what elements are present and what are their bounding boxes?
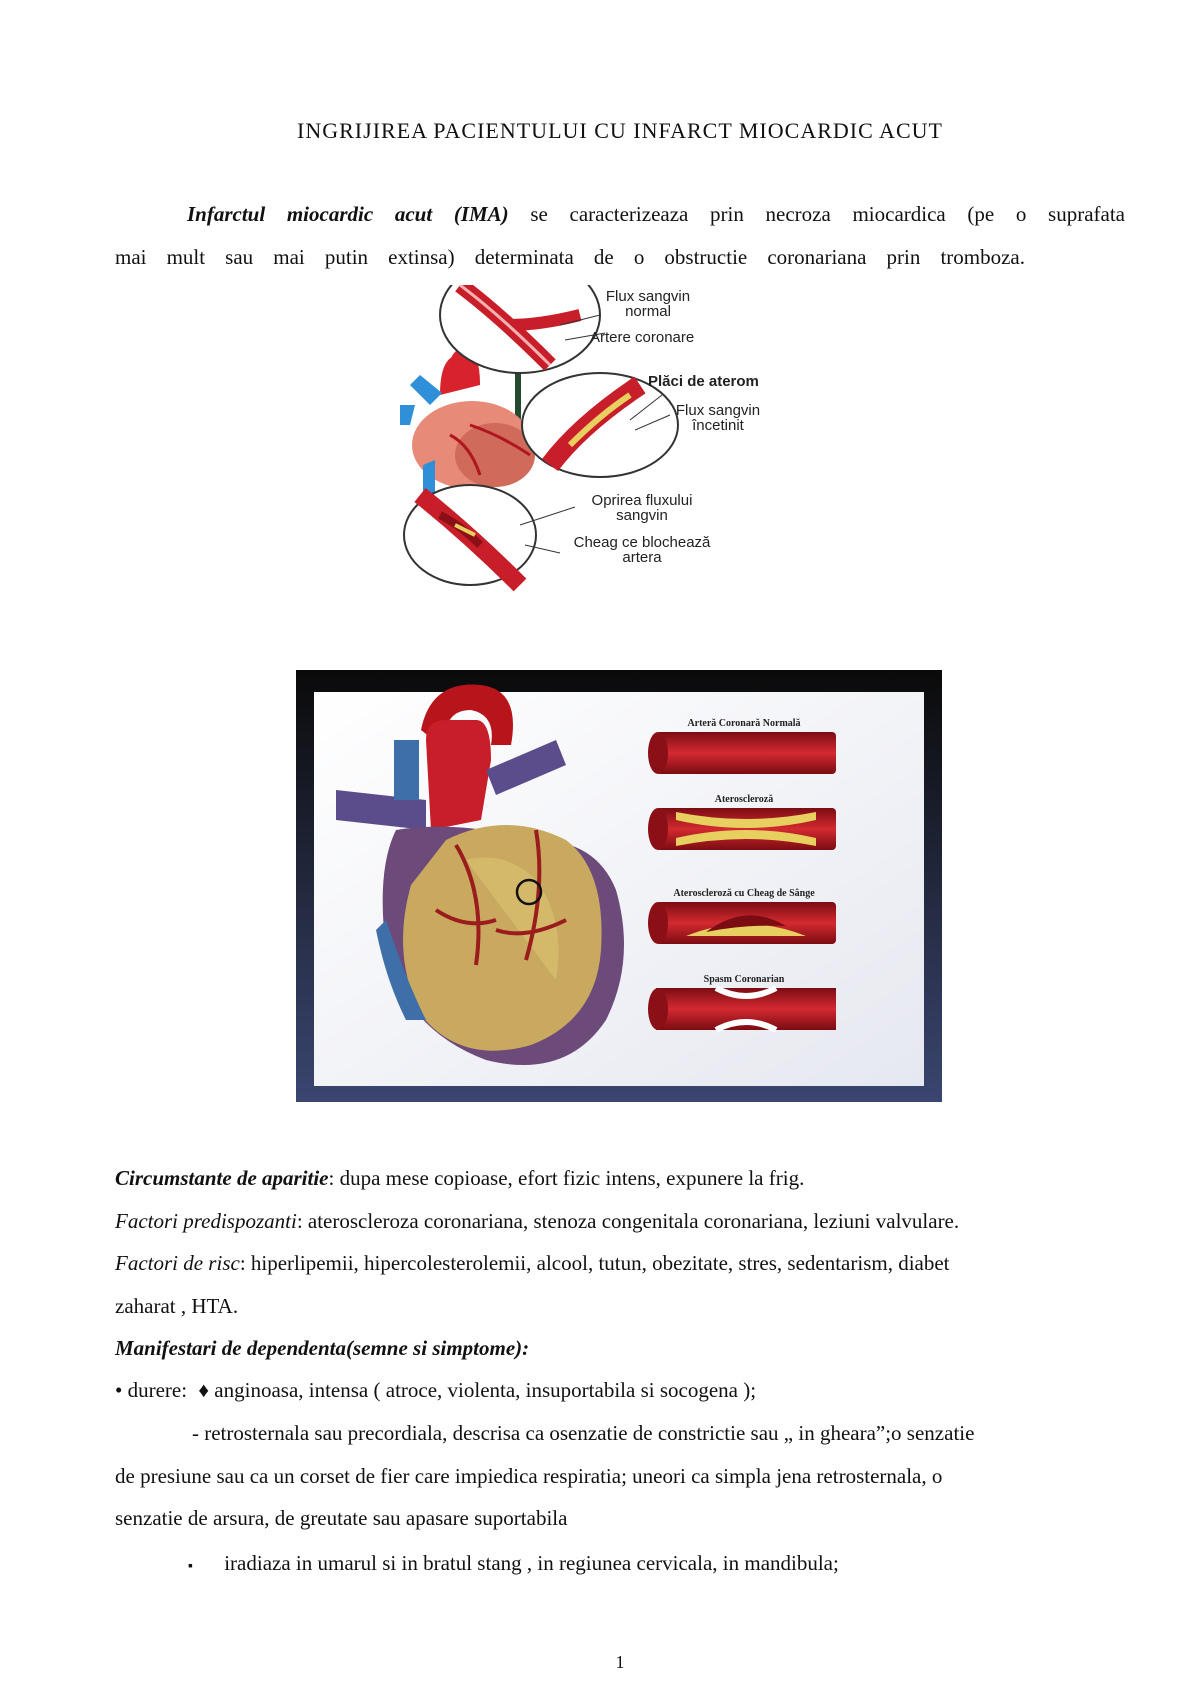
predispozanti-label: Factori predispozanti — [115, 1209, 297, 1233]
intro-line-2: mai mult sau mai putin extinsa) determinata de o obstructie coronariana prin tromboza. — [115, 245, 1025, 269]
tube-cheag — [648, 902, 836, 944]
tube-spasm — [648, 988, 836, 1030]
tube-normal — [648, 732, 836, 774]
intro-line-1 — [115, 193, 1125, 236]
predispozanti-line — [115, 1200, 959, 1243]
iradiaza-text: iradiaza in umarul si in bratul stang , in regiunea cervicala, in mandibula; — [224, 1551, 839, 1575]
figure-coronary-flux — [400, 285, 870, 625]
label-flux-incetinit: Flux sangvin — [675, 402, 761, 419]
diamond-bullet-icon: ♦ — [198, 1378, 210, 1402]
durere-line — [115, 1369, 756, 1412]
tube-ateroscleroza — [648, 808, 836, 850]
durere-prefix: • durere: — [115, 1378, 188, 1402]
label-artere-coronare: Artere coronare — [590, 329, 695, 346]
circumstante-label: Circumstante de aparitie — [115, 1166, 329, 1190]
square-bullet-icon: ▪ — [188, 1559, 193, 1574]
figure-artery-states — [296, 670, 942, 1102]
risc-text: : hiperlipemii, hipercolesterolemii, alcool, tutun, obezitate, stres, sedentarism, diabet — [239, 1251, 950, 1275]
label-oprirea-fluxului-2: sangvin — [616, 507, 668, 524]
label-oprirea-fluxului: Oprirea fluxului — [591, 492, 693, 509]
artery-blocked-magnified — [404, 485, 536, 585]
manifestari-heading: Manifestari de dependenta(semne si simptome): — [115, 1336, 530, 1360]
heart-illustration — [400, 354, 535, 495]
intro-line1-rest: se caracterizeaza prin necroza miocardica (pe o suprafata — [508, 202, 1125, 226]
predispozanti-text: : ateroscleroza coronariana, stenoza congenitala coronariana, leziuni valvulare. — [296, 1209, 960, 1233]
label-cheag: Cheag ce blochează — [573, 534, 711, 551]
label-ateroscleroza-cheag: Ateroscleroză cu Cheag de Sânge — [673, 888, 815, 899]
page-number: 1 — [615, 1652, 625, 1672]
risc-line — [115, 1242, 950, 1285]
circumstante-line — [115, 1157, 804, 1200]
page-title: INGRIJIREA PACIENTULUI CU INFARCT MIOCARDIC ACUT — [297, 118, 943, 143]
label-flux-normal-2: normal — [625, 303, 671, 320]
label-artera-normala: Arteră Coronară Normală — [687, 718, 801, 729]
retro-line-2: de presiune sau ca un corset de fier care impiedica respiratia; uneori ca simpla jena retrosternala, o — [115, 1464, 943, 1488]
iradiaza-line — [188, 1542, 839, 1588]
risc-label: Factori de risc — [115, 1251, 240, 1275]
label-spasm: Spasm Coronarian — [703, 974, 785, 985]
circumstante-text: : dupa mese copioase, efort fizic intens, expunere la frig. — [328, 1166, 805, 1190]
label-flux-incetinit-2: încetinit — [692, 417, 744, 434]
intro-term: Infarctul miocardic acut (IMA) — [187, 202, 509, 226]
durere-text: anginoasa, intensa ( atroce, violenta, insuportabila si socogena ); — [214, 1378, 757, 1402]
label-cheag-2: artera — [622, 549, 662, 566]
label-placi-aterom: Plăci de aterom — [648, 373, 759, 390]
retro-line-1: - retrosternala sau precordiala, descrisa ca osenzatie de constrictie sau „ in gheara”;o senzatie — [192, 1421, 975, 1445]
label-flux-normal: Flux sangvin — [605, 288, 691, 305]
label-ateroscleroza: Ateroscleroză — [714, 794, 774, 805]
retro-line-3: senzatie de arsura, de greutate sau apasare suportabila — [115, 1506, 568, 1530]
risc-line-2: zaharat , HTA. — [115, 1294, 239, 1318]
